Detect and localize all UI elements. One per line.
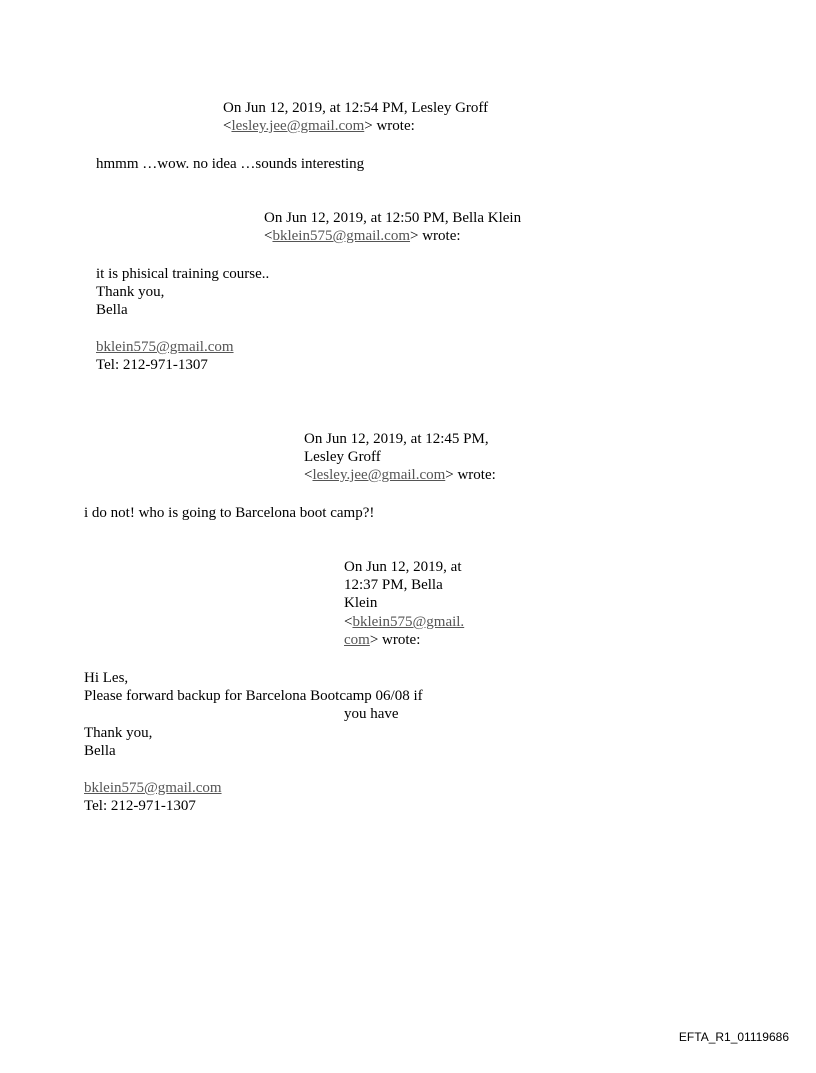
quote4-header-line4 <box>344 613 464 631</box>
quote3-header-line3 <box>304 466 496 484</box>
quote3-email-link[interactable]: lesley.jee@gmail.com <box>312 467 446 483</box>
quote1-email-link[interactable]: lesley.jee@gmail.com <box>231 118 365 134</box>
quote2-email-open: < <box>264 228 273 244</box>
quote4-header-line2: 12:37 PM, Bella <box>344 577 443 593</box>
quote3-email-close: > wrote: <box>445 467 496 483</box>
quote1-body: hmmm …wow. no idea …sounds interesting <box>96 156 365 172</box>
quote4-email-close: > wrote: <box>369 632 421 648</box>
quote4-body-line4: Thank you, <box>84 725 153 741</box>
quote2-header-line2 <box>264 227 461 245</box>
quote2-header-line1: On Jun 12, 2019, at 12:50 PM, Bella Klein <box>264 210 522 226</box>
quote1-header-line2 <box>223 117 415 135</box>
quote2-signature-tel: Tel: 212-971-1307 <box>96 357 208 373</box>
quote4-body-line2: Please forward backup for Barcelona Bootcamp 06/08 if <box>84 688 423 704</box>
quote2-email-link[interactable]: bklein575@gmail.com <box>272 228 411 244</box>
quote2-body-line1: it is phisical training course.. <box>96 266 270 282</box>
quote4-header-line5 <box>344 631 420 649</box>
document-id: EFTA_R1_01119686 <box>678 1030 789 1044</box>
quote4-body-line3: you have <box>344 706 399 722</box>
quote4-signature-tel: Tel: 212-971-1307 <box>84 798 196 814</box>
quote2-body-line2: Thank you, <box>96 284 165 300</box>
quote4-body-line1: Hi Les, <box>84 670 129 686</box>
quote4-email-link-part2[interactable]: com <box>344 632 370 648</box>
quote3-email-open: < <box>304 467 313 483</box>
quote3-header-line2: Lesley Groff <box>304 449 381 465</box>
quote2-email-close: > wrote: <box>410 228 461 244</box>
quote3-header-line1: On Jun 12, 2019, at 12:45 PM, <box>304 431 489 447</box>
quote1-header-line1: On Jun 12, 2019, at 12:54 PM, Lesley Groff <box>223 100 489 116</box>
quote4-email-link-part1[interactable]: bklein575@gmail. <box>352 614 465 630</box>
quote4-header-line1: On Jun 12, 2019, at <box>344 559 462 575</box>
quote1-email-open: < <box>223 118 232 134</box>
quote4-email-open: < <box>344 614 353 630</box>
quote4-body-line5: Bella <box>84 743 116 759</box>
quote2-body-line3: Bella <box>96 302 128 318</box>
quote3-body: i do not! who is going to Barcelona boot camp?! <box>84 505 375 521</box>
quote4-signature-email[interactable]: bklein575@gmail.com <box>84 780 222 796</box>
quote4-header-line3: Klein <box>344 595 378 611</box>
quote1-email-close: > wrote: <box>364 118 415 134</box>
quote2-signature-email[interactable]: bklein575@gmail.com <box>96 339 234 355</box>
